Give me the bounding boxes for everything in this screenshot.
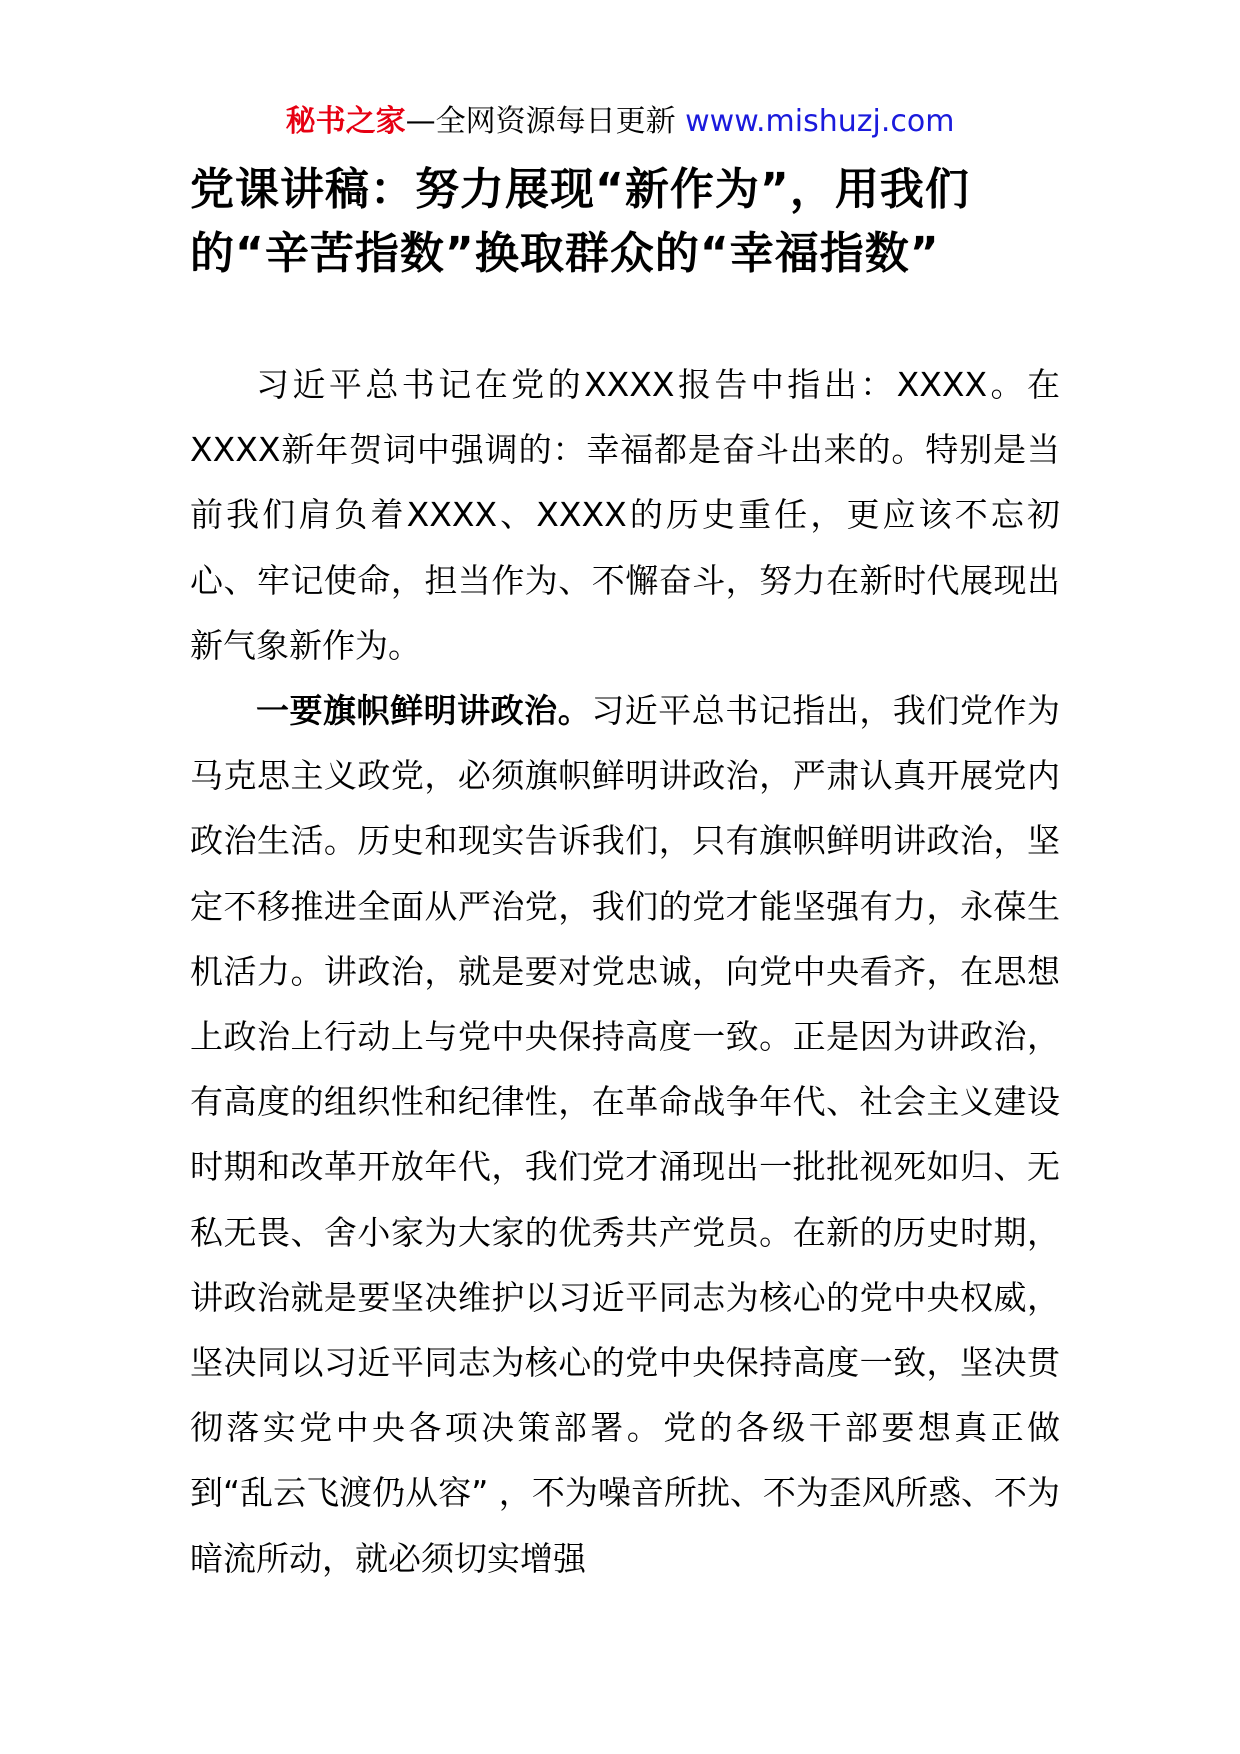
site-tagline: —全网资源每日更新	[405, 104, 676, 139]
paragraph-politics	[190, 678, 1060, 1591]
site-header	[0, 102, 1240, 142]
site-url-link[interactable]: www.mishuzj.com	[685, 104, 955, 139]
paragraph-intro: 习近平总书记在党的XXXX报告中指出：XXXX。在XXXX新年贺词中强调的：幸福都是奋斗出来的。特别是当前我们肩负着XXXX、XXXX的历史重任，更应该不忘初心、牢记使命，担当作为、不懈奋斗，努力在新时代展现出新气象新作为。	[190, 365, 1060, 665]
paragraph-politics-heading: 一要旗帜鲜明讲政治。	[256, 691, 592, 731]
document-title	[190, 158, 1070, 286]
title-line-2: 的“辛苦指数”换取群众的“幸福指数”	[190, 228, 940, 279]
document-body	[190, 352, 1060, 1591]
title-line-1: 党课讲稿：努力展现“新作为”，用我们	[190, 164, 970, 215]
site-brand: 秘书之家	[285, 104, 406, 139]
paragraph-politics-text: 习近平总书记指出，我们党作为马克思主义政党，必须旗帜鲜明讲政治，严肃认真开展党内政治生活。历史和现实告诉我们，只有旗帜鲜明讲政治，坚定不移推进全面从严治党，我们的党才能坚强有力，永葆生机活力。讲政治，就是要对党忠诚，向党中央看齐，在思想上政治上行动上与党中央保持高度一致。正是因为讲政治，有高度的组织性和纪律性，在革命战争年代、社会主义建设时期和改革开放年代，我们党才涌现出一批批视死如归、无私无畏、舍小家为大家的优秀共产党员。在新的历史时期，讲政治就是要坚决维护以习近平同志为核心的党中央权威，坚决同以习近平同志为核心的党中央保持高度一致，坚决贯彻落实党中央各项决策部署。党的各级干部要想真正做到“乱云飞渡仍从容” ，不为噪音所扰、不为歪风所惑、不为暗流所动，就必须切实增强	[190, 691, 1061, 1578]
